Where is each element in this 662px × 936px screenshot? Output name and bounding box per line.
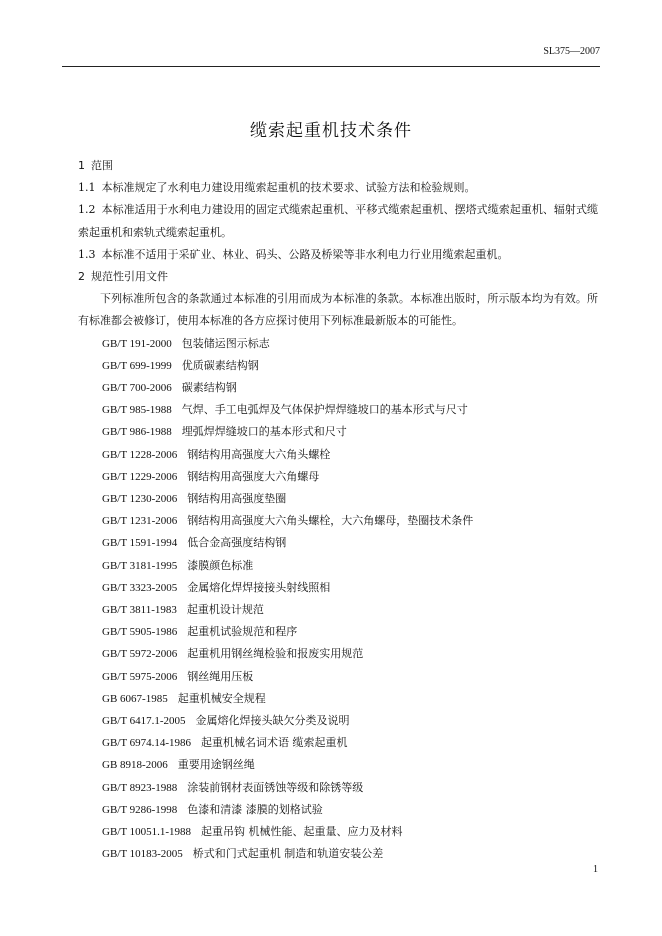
reference-item (78, 421, 598, 443)
reference-title: 起重机用钢丝绳检验和报废实用规范 (187, 647, 364, 661)
reference-list (78, 333, 598, 866)
reference-title: 钢结构用高强度大六角头螺栓，大六角螺母，垫圈技术条件 (187, 514, 474, 528)
reference-item (78, 777, 598, 799)
reference-title: 钢结构用高强度大六角头螺栓 (187, 447, 331, 461)
reference-code: GB/T 3811-1983 (102, 604, 177, 617)
reference-code: GB/T 6417.1-2005 (102, 715, 186, 728)
reference-title: 起重吊钩 机械性能、起重量、应力及材料 (201, 825, 403, 839)
reference-code: GB/T 9286-1998 (102, 803, 178, 816)
reference-code: GB/T 10183-2005 (102, 848, 183, 861)
reference-title: 低合金高强度结构钢 (187, 536, 287, 550)
reference-item (78, 577, 598, 599)
reference-title: 钢丝绳用压板 (187, 669, 254, 683)
reference-title: 气焊、手工电弧焊及气体保护焊焊缝坡口的基本形式与尺寸 (181, 403, 468, 417)
reference-code: GB/T 1231-2006 (102, 515, 178, 528)
reference-item (78, 466, 598, 488)
reference-code: GB/T 1591-1994 (102, 537, 178, 550)
clause-number: 1.3 (78, 247, 96, 261)
reference-title: 重要用途钢丝绳 (177, 758, 255, 772)
reference-code: GB/T 191-2000 (102, 337, 172, 350)
reference-title: 涂装前钢材表面锈蚀等级和除锈等级 (187, 780, 364, 794)
clause-1-1 (78, 177, 598, 199)
clause-1-2 (78, 199, 598, 243)
reference-item (78, 799, 598, 821)
reference-item (78, 377, 598, 399)
reference-item (78, 488, 598, 510)
reference-code: GB/T 8923-1988 (102, 781, 178, 794)
reference-title: 起重机设计规范 (186, 603, 264, 617)
reference-item (78, 599, 598, 621)
section-title: 范围 (91, 159, 113, 172)
page-number: 1 (593, 864, 598, 875)
reference-code: GB 8918-2006 (102, 759, 168, 772)
reference-code: GB/T 5975-2006 (102, 670, 178, 683)
reference-code: GB/T 5972-2006 (102, 648, 178, 661)
reference-title: 优质碳素结构钢 (181, 358, 259, 372)
clause-text: 本标准规定了水利电力建设用缆索起重机的技术要求、试验方法和检验规则。 (101, 181, 476, 195)
document-code: SL375—2007 (543, 46, 600, 57)
reference-title: 包装储运图示标志 (181, 336, 270, 350)
reference-item (78, 843, 598, 865)
section-title: 规范性引用文件 (91, 270, 168, 284)
reference-title: 埋弧焊焊缝坡口的基本形式和尺寸 (181, 425, 347, 439)
reference-item (78, 333, 598, 355)
references-intro: 下列标准所包含的条款通过本标准的引用而成为本标准的条款。本标准出版时，所示版本均为有效。所有标准都会被修订，使用本标准的各方应探讨使用下列标准最新版本的可能性。 (78, 292, 598, 328)
reference-title: 起重机试验规范和程序 (187, 625, 298, 639)
reference-item (78, 510, 598, 532)
reference-item (78, 399, 598, 421)
reference-item (78, 444, 598, 466)
reference-title: 起重机械名词术语 缆索起重机 (201, 736, 348, 750)
reference-code: GB 6067-1985 (102, 692, 168, 705)
reference-item (78, 355, 598, 377)
reference-code: GB/T 5905-1986 (102, 626, 178, 639)
reference-code: GB/T 1228-2006 (102, 448, 178, 461)
reference-title: 钢结构用高强度大六角螺母 (187, 469, 320, 483)
reference-item (78, 666, 598, 688)
reference-item (78, 643, 598, 665)
clause-number: 1.2 (78, 203, 96, 217)
reference-title: 色漆和清漆 漆膜的划格试验 (187, 802, 323, 816)
reference-item (78, 621, 598, 643)
reference-code: GB/T 6974.14-1986 (102, 737, 192, 750)
section-heading-scope (78, 155, 598, 177)
clause-number: 1.1 (78, 181, 96, 195)
header-rule (62, 66, 600, 67)
reference-item (78, 821, 598, 843)
document-title: 缆索起重机技术条件 (250, 121, 412, 141)
reference-item (78, 732, 598, 754)
section-number: 2 (78, 270, 85, 284)
reference-code: GB/T 10051.1-1988 (102, 826, 192, 839)
reference-item (78, 532, 598, 554)
reference-title: 金属熔化焊接头缺欠分类及说明 (195, 714, 350, 728)
reference-title: 桥式和门式起重机 制造和轨道安装公差 (192, 847, 384, 861)
document-body (78, 155, 598, 866)
reference-item (78, 555, 598, 577)
reference-title: 碳素结构钢 (181, 381, 237, 395)
reference-item (78, 688, 598, 710)
reference-code: GB/T 699-1999 (102, 359, 172, 372)
clause-1-3 (78, 244, 598, 266)
section-heading-normative-references (78, 266, 598, 288)
reference-code: GB/T 1229-2006 (102, 470, 178, 483)
reference-code: GB/T 700-2006 (102, 382, 172, 395)
reference-code: GB/T 3181-1995 (102, 559, 178, 572)
section-number: 1 (78, 159, 85, 172)
reference-title: 金属熔化焊焊接接头射线照相 (187, 580, 331, 594)
reference-item (78, 754, 598, 776)
clause-text: 本标准适用于水利电力建设用的固定式缆索起重机、平移式缆索起重机、摆塔式缆索起重机、辐射式缆索起重机和索轨式缆索起重机。 (78, 203, 598, 239)
reference-item (78, 710, 598, 732)
reference-title: 漆膜颜色标准 (187, 558, 254, 572)
reference-code: GB/T 985-1988 (102, 404, 172, 417)
reference-code: GB/T 3323-2005 (102, 581, 178, 594)
clause-text: 本标准不适用于采矿业、林业、码头、公路及桥梁等非水利电力行业用缆索起重机。 (101, 247, 509, 261)
reference-code: GB/T 986-1988 (102, 426, 172, 439)
reference-code: GB/T 1230-2006 (102, 493, 178, 506)
reference-title: 钢结构用高强度垫圈 (187, 492, 287, 506)
reference-title: 起重机械安全规程 (177, 691, 266, 705)
